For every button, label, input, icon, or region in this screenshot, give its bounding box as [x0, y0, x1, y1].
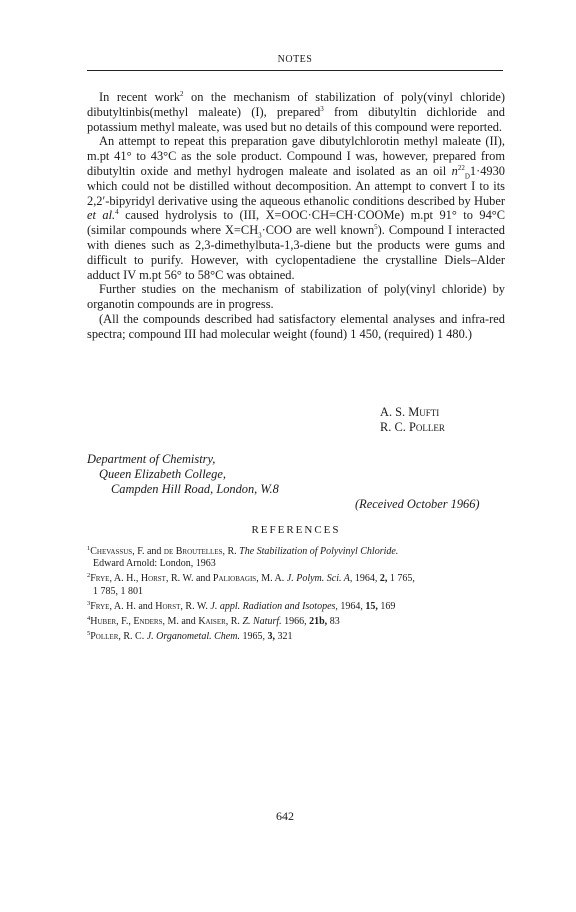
- header-title: NOTES: [277, 54, 313, 65]
- received-date: (Received October 1966): [355, 497, 480, 511]
- reference-line: $^2$Frye, A. H., Horst, R. W. and Paliobagis, M. A. J. Polym. Sci. A, 1964, 2, 1 765,: [87, 572, 415, 585]
- running-header: [87, 54, 503, 71]
- author-1-initials: A. S.: [380, 405, 406, 419]
- page-number: 642: [276, 809, 294, 823]
- reference-line: $^1$Chevassus, F. and de Broutelles, R. The Stabilization of Polyvinyl Chloride.: [87, 545, 399, 557]
- reference-item: [87, 570, 505, 597]
- reference-item: [87, 628, 505, 643]
- affiliation-line-3: Campden Hill Road, London, W.8: [111, 482, 279, 496]
- paragraph-2: An attempt to repeat this preparation gave dibutylchlorotin methyl maleate (II), m.pt 41° to 43°C as the sole product. Compound I was, however, prepared from dibutyltin oxide and methyl hydrogen maleate and isolated as an oil $n^{22}_D1\cdot 4930$ which could not be distilled without decomposition. An attempt to convert I to its 2,2′-bipyridyl derivative using the aqueous ethanolic conditions described by Huber et al.$^4$ caused hydrolysis to (III, X=OOC·CH=CH·COOMe) m.pt 91° to 94°C (similar compounds where $X=CH_3\cdot COO$ are well known$^5$). Compound I interacted with dienes such as 2,3-dimethylbuta-1,3-diene but the products were gums and difficult to purify. However, with cyclopentadiene the crystalline Diels–Alder adduct IV m.pt 56° to 58°C was obtained.: [87, 134, 505, 282]
- affiliation-line-2: Queen Elizabeth College,: [99, 467, 226, 481]
- affiliation-line-1: Department of Chemistry,: [87, 452, 216, 466]
- reference-number: 5: [87, 630, 91, 638]
- affiliation: [87, 452, 279, 497]
- author-block: [380, 405, 445, 435]
- reference-number: 3: [87, 599, 91, 607]
- reference-item: [87, 598, 505, 613]
- author-2-initials: R. C.: [380, 420, 406, 434]
- paragraph-4: (All the compounds described had satisfactory elemental analyses and infra-red spectra; compound III had molecular weight (found) 1 450, (required) 1 480.): [87, 311, 505, 341]
- author-2: [380, 420, 445, 435]
- reference-item: [87, 613, 505, 628]
- reference-line: $^5$Poller, R. C. J. Organometal. Chem. 1965, 3, 321: [87, 630, 293, 643]
- author-1: [380, 405, 445, 420]
- reference-number: 2: [87, 572, 91, 580]
- reference-number: 4: [87, 615, 91, 623]
- reference-line: $^3$Frye, A. H. and Horst, R. W. J. appl. Radiation and Isotopes, 1964, 15, 169: [87, 599, 396, 612]
- reference-number: 1: [87, 545, 91, 552]
- reference-line: Edward Arnold: London, 1963: [93, 558, 216, 570]
- paragraph-3: Further studies on the mechanism of stabilization of poly(vinyl chloride) by organotin compounds are in progress.: [87, 282, 505, 312]
- author-1-surname: Mufti: [408, 405, 440, 419]
- reference-item: [87, 543, 505, 570]
- references-heading: REFERENCES: [251, 524, 341, 536]
- author-2-surname: Poller: [408, 420, 445, 434]
- paragraph-1: In recent work$^2$ on the mechanism of stabilization of poly(vinyl chloride) dibutyltinbis(methyl maleate) (I), prepared$^3$ from dibutyltin dichloride and potassium methyl maleate, was used but no details of this compound were reported.: [87, 90, 506, 134]
- reference-line: $^4$Huber, F., Enders, M. and Kaiser, R. Z. Naturf. 1966, 21b, 83: [87, 615, 340, 628]
- article-body: [87, 90, 505, 342]
- references-list: [87, 543, 505, 643]
- reference-line: 1 785, 1 801: [93, 585, 143, 597]
